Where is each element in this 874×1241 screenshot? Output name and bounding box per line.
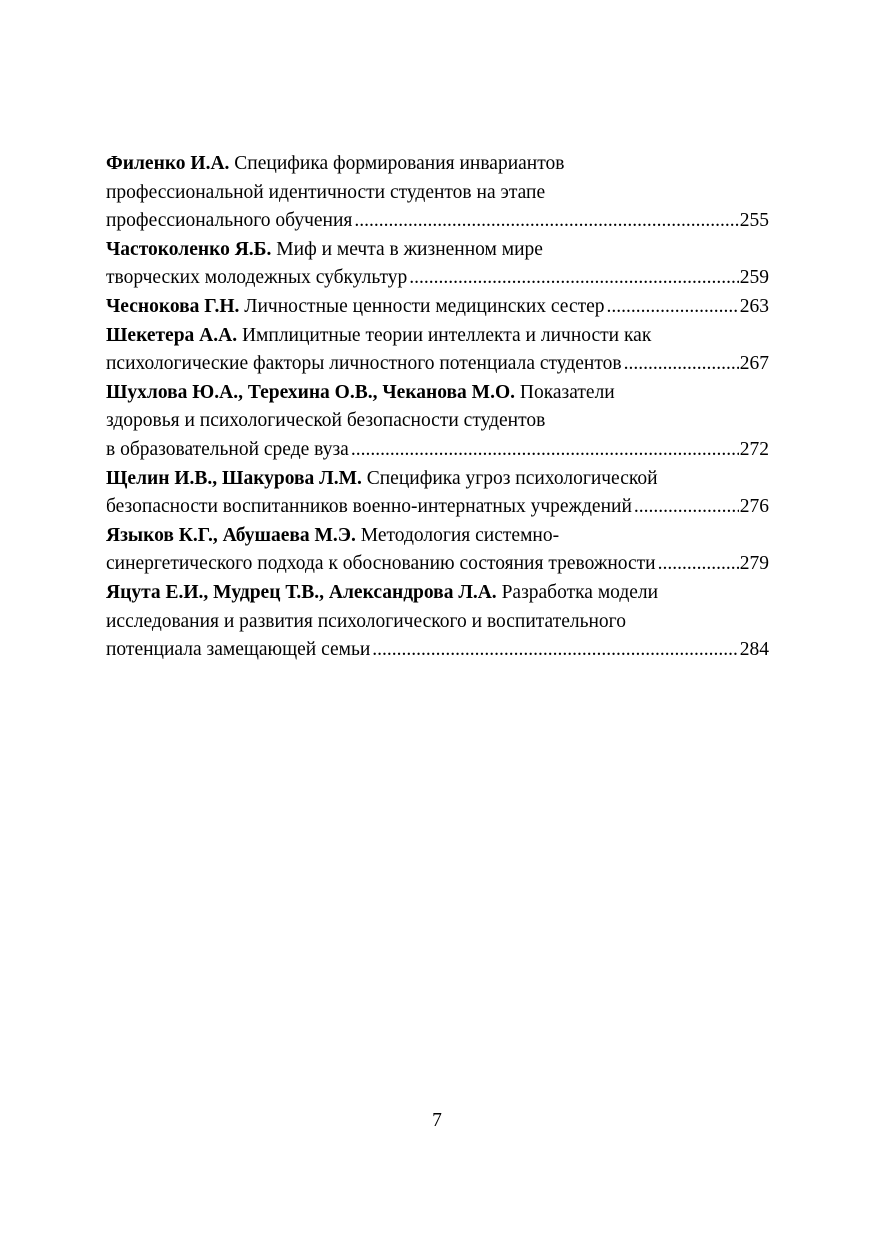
toc-entry-line	[106, 379, 769, 408]
dot-leader	[634, 493, 739, 522]
toc-entry-title-line: психологические факторы личностного потенциала студентов	[106, 353, 622, 375]
toc-entry-page[interactable]: 272	[739, 438, 769, 460]
toc-entry-author: Чеснокова Г.Н.	[106, 295, 240, 317]
toc-entry-page[interactable]: 284	[739, 639, 769, 661]
toc-entry-page[interactable]: 263	[739, 295, 769, 317]
toc-entry-title-line: безопасности воспитанников военно-интернатных учреждений	[106, 496, 632, 518]
toc-entry-title-line: в образовательной среде вуза	[106, 438, 349, 460]
toc-entry[interactable]	[106, 236, 769, 293]
dot-leader	[624, 350, 739, 379]
toc-entry-title-line: Специфика угроз психологической	[366, 467, 658, 489]
toc-entry-title-line: Методология системно-	[360, 524, 560, 546]
toc-entry-text	[106, 436, 349, 465]
toc-entry-last-line	[106, 350, 769, 379]
toc-entry-line	[106, 179, 769, 208]
toc-entry-last-line	[106, 550, 769, 579]
toc-entry-line	[106, 465, 769, 494]
toc-entry-title-line: Миф и мечта в жизненном мире	[276, 238, 543, 260]
table-of-contents	[106, 150, 769, 665]
page-number: 7	[432, 1110, 442, 1131]
toc-entry-author: Щелин И.В., Шакурова Л.М.	[106, 467, 362, 489]
toc-entry-line	[106, 150, 769, 179]
toc-entry-last-line	[106, 436, 769, 465]
toc-entry-last-line	[106, 293, 769, 322]
toc-entry-line	[106, 236, 769, 265]
toc-entry-text	[106, 550, 656, 579]
dot-leader	[658, 550, 739, 579]
dot-leader	[354, 207, 738, 236]
toc-entry-text	[106, 293, 605, 322]
toc-entry-page[interactable]: 276	[739, 496, 769, 518]
toc-entry-title-line: профессионального обучения	[106, 210, 353, 232]
toc-entry-page[interactable]: 279	[739, 553, 769, 575]
dot-leader	[351, 436, 739, 465]
toc-entry[interactable]	[106, 579, 769, 665]
toc-entry-author: Филенко И.А.	[106, 153, 230, 174]
toc-entry-title-line: потенциала замещающей семьи	[106, 639, 371, 661]
toc-entry-title-line: синергетического подхода к обоснованию состояния тревожности	[106, 553, 656, 575]
toc-entry-text	[106, 350, 622, 379]
toc-entry-line	[106, 608, 769, 637]
toc-entry-title-line: Показатели	[519, 381, 615, 403]
toc-entry-title-line: Имплицитные теории интеллекта и личности как	[241, 324, 652, 346]
toc-entry-last-line	[106, 493, 769, 522]
toc-entry-text	[106, 264, 407, 293]
toc-entry-title-line: Личностные ценности медицинских сестер	[244, 295, 605, 317]
toc-entry-last-line	[106, 264, 769, 293]
toc-entry-page[interactable]: 255	[739, 210, 769, 232]
toc-entry-title-line: здоровья и психологической безопасности студентов	[106, 410, 546, 432]
toc-entry-text	[106, 207, 352, 236]
toc-entry-line	[106, 522, 769, 551]
toc-entry-page[interactable]: 267	[739, 353, 769, 375]
dot-leader	[372, 636, 738, 665]
toc-entry[interactable]	[106, 150, 769, 236]
toc-entry-author: Языков К.Г., Абушаева М.Э.	[106, 524, 356, 546]
toc-entry[interactable]	[106, 465, 769, 522]
toc-entry-text	[106, 636, 370, 665]
toc-entry-title-line: Специфика формирования инвариантов	[234, 153, 565, 174]
toc-entry-title-line: творческих молодежных субкультур	[106, 267, 408, 289]
toc-entry-line	[106, 407, 769, 436]
toc-entry-author: Яцута Е.И., Мудрец Т.В., Александрова Л.А.	[106, 581, 497, 603]
toc-entry[interactable]	[106, 379, 769, 465]
toc-entry-page[interactable]: 259	[739, 267, 769, 289]
dot-leader	[607, 293, 739, 322]
toc-entry-text	[106, 493, 632, 522]
toc-entry-title-line: Разработка модели	[501, 581, 659, 603]
dot-leader	[409, 264, 738, 293]
toc-entry-title-line: исследования и развития психологического и воспитательного	[106, 610, 626, 632]
toc-entry-line	[106, 579, 769, 608]
toc-entry[interactable]	[106, 293, 769, 322]
toc-entry-last-line	[106, 207, 769, 236]
toc-entry-author: Частоколенко Я.Б.	[106, 238, 272, 260]
toc-entry[interactable]	[106, 522, 769, 579]
toc-entry-last-line	[106, 636, 769, 665]
toc-entry-line	[106, 322, 769, 351]
toc-entry-author: Шекетера А.А.	[106, 324, 238, 346]
toc-entry-author: Шухлова Ю.А., Терехина О.В., Чеканова М.О.	[106, 381, 515, 403]
toc-entry-title-line: профессиональной идентичности студентов на этапе	[106, 181, 546, 203]
toc-entry[interactable]	[106, 322, 769, 379]
